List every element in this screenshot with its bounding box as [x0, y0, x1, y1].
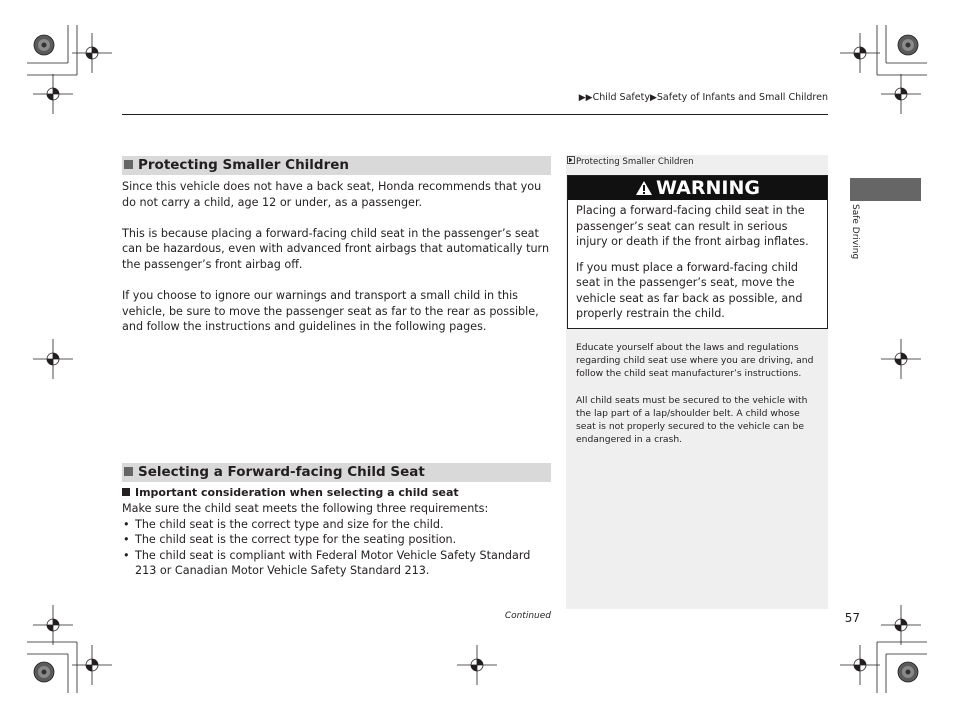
section-body-selecting-child-seat — [122, 501, 551, 579]
registration-star-mark — [898, 35, 918, 55]
breadcrumb-separator-icon: ▶ — [649, 93, 657, 103]
sidebar-reference-label: Protecting Smaller Children — [576, 157, 694, 167]
header-rule — [122, 114, 828, 115]
registration-cross-mark — [72, 33, 112, 73]
chapter-tab[interactable] — [850, 178, 921, 201]
reference-arrow-icon — [567, 156, 575, 166]
warning-box — [567, 175, 828, 329]
body-paragraph: This is because placing a forward-facing child seat in the passenger’s seat can be hazardous, even with advanced front airbags that automatically turn the passenger’s front airbag off. — [122, 226, 550, 271]
section-body-protecting-smaller-children — [122, 179, 551, 351]
breadcrumb — [540, 92, 828, 103]
registration-cross-mark — [881, 339, 921, 379]
list-item: • The child seat is compliant with Federal Motor Vehicle Safety Standard 213 or Canadian Motor Vehicle Safety Standard 213. — [122, 548, 551, 579]
sidebar-reference — [567, 156, 694, 167]
sidebar-notes — [576, 341, 822, 460]
registration-star-mark — [34, 35, 54, 55]
list-item: • The child seat is the correct type for the seating position. — [122, 532, 551, 548]
breadcrumb-current-page: Safety of Infants and Small Children — [656, 92, 828, 103]
requirements-intro: Make sure the child seat meets the following three requirements: — [122, 502, 489, 515]
body-paragraph: Since this vehicle does not have a back seat, Honda recommends that you do not carry a child, age 12 or under, as a passenger. — [122, 180, 542, 209]
registration-cross-mark — [33, 605, 73, 645]
registration-cross-mark — [840, 645, 880, 685]
warning-title: WARNING — [656, 177, 760, 199]
section-square-icon — [124, 160, 133, 169]
sidebar-note: Educate yourself about the laws and regulations regarding child seat use where you are driving, and follow the child seat manufacturer’s instructions. — [576, 342, 814, 380]
registration-cross-mark — [457, 645, 497, 685]
registration-cross-mark — [72, 645, 112, 685]
breadcrumb-link-child-safety[interactable]: Child Safety — [592, 92, 650, 103]
registration-star-mark — [34, 662, 54, 682]
registration-cross-mark — [881, 605, 921, 645]
subheading-important-consideration — [122, 486, 459, 499]
warning-body — [568, 200, 827, 322]
list-item: • The child seat is the correct type and size for the child. — [122, 517, 551, 533]
warning-paragraph: Placing a forward-facing child seat in the passenger’s seat can result in serious injury or death if the front airbag inflates. — [576, 204, 809, 248]
section-title: Selecting a Forward-facing Child Seat — [138, 464, 425, 480]
sidebar-note: All child seats must be secured to the vehicle with the lap part of a lap/shoulder belt. A child whose seat is not properly secured to the vehicle can be endangered in a crash. — [576, 394, 808, 446]
body-paragraph: If you choose to ignore our warnings and transport a small child in this vehicle, be sure to move the passenger seat as far to the rear as possible, and follow the instructions and guidelines in the following pages. — [122, 289, 539, 334]
registration-cross-mark — [33, 339, 73, 379]
warning-paragraph: If you must place a forward-facing child seat in the passenger’s seat, move the vehicle seat as far back as possible, and properly restrain the child. — [576, 260, 803, 320]
subheading-text: Important consideration when selecting a child seat — [135, 486, 459, 499]
subheading-square-icon — [122, 488, 130, 496]
section-heading-protecting-smaller-children — [122, 156, 551, 175]
page-number: 57 — [844, 611, 860, 625]
registration-cross-mark — [33, 74, 73, 114]
chapter-tab-label — [849, 204, 861, 284]
registration-star-mark — [898, 662, 918, 682]
breadcrumb-arrow-icon: ▶▶ — [578, 93, 593, 103]
warning-triangle-icon — [635, 180, 653, 196]
registration-cross-mark — [881, 74, 921, 114]
section-heading-selecting-child-seat — [122, 463, 551, 482]
continued-label: Continued — [504, 611, 551, 621]
section-title: Protecting Smaller Children — [138, 157, 350, 173]
registration-cross-mark — [840, 33, 880, 73]
chapter-tab-text: Safe Driving — [850, 204, 860, 260]
section-square-icon — [124, 467, 133, 476]
warning-header — [568, 176, 827, 200]
requirements-list — [122, 517, 551, 579]
